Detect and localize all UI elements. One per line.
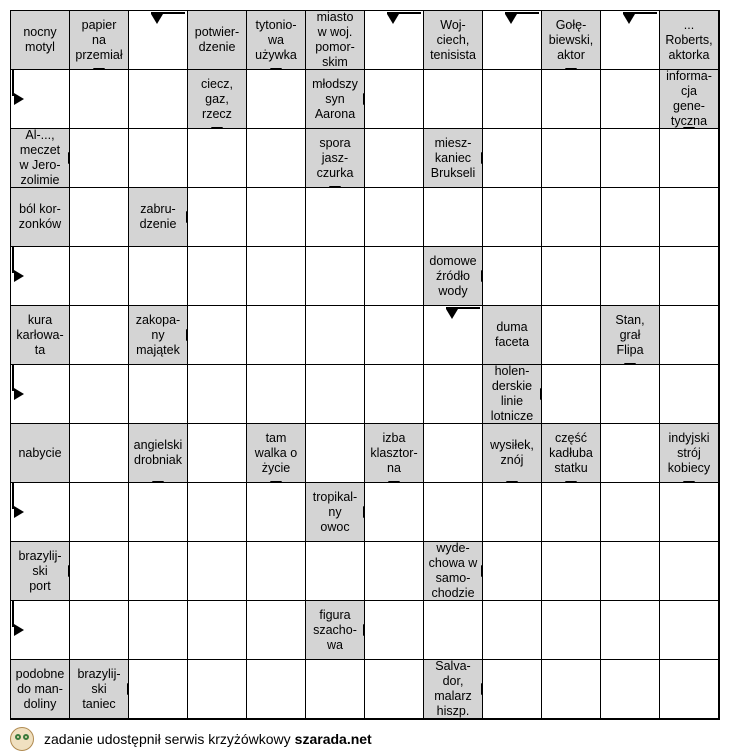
arrow-corner-line — [505, 12, 539, 14]
clue-cell — [306, 70, 365, 129]
clue-text: potwier- dzenie — [194, 25, 240, 54]
clue-text: zabru- dzenie — [139, 202, 177, 231]
answer-cell[interactable] — [601, 542, 660, 601]
answer-cell[interactable] — [601, 11, 660, 70]
arrow-right-icon — [14, 388, 24, 400]
answer-cell[interactable] — [542, 483, 601, 542]
clue-cell — [424, 542, 483, 601]
answer-cell[interactable] — [601, 601, 660, 660]
answer-cell[interactable] — [306, 365, 365, 424]
clue-cell — [70, 660, 129, 719]
clue-cell — [11, 542, 70, 601]
clue-text: wyde- chowa w samo- chodzie — [428, 541, 478, 600]
clue-cell — [129, 306, 188, 365]
answer-cell[interactable] — [188, 188, 247, 247]
arrow-corner-line — [446, 307, 480, 309]
arrow-down-icon — [505, 14, 517, 24]
clue-text: Gołę- biewski, aktor — [548, 17, 594, 62]
clue-cell — [660, 70, 719, 129]
answer-cell[interactable] — [365, 129, 424, 188]
answer-cell[interactable] — [660, 129, 719, 188]
answer-cell[interactable] — [483, 601, 542, 660]
answer-cell[interactable] — [483, 660, 542, 719]
clue-cell — [601, 306, 660, 365]
answer-cell[interactable] — [129, 483, 188, 542]
answer-cell[interactable] — [129, 601, 188, 660]
clue-cell — [129, 424, 188, 483]
clue-text: Salva- dor, malarz hiszp. — [434, 659, 472, 718]
answer-cell[interactable] — [601, 660, 660, 719]
clue-text: Woj- ciech, tenisista — [430, 17, 476, 62]
clue-cell — [11, 129, 70, 188]
arrow-corner-line — [12, 70, 14, 96]
clue-cell — [660, 11, 719, 70]
answer-cell[interactable] — [542, 188, 601, 247]
clue-text: spora jasz- czurka — [316, 135, 354, 180]
clue-cell — [424, 11, 483, 70]
clue-cell — [306, 483, 365, 542]
clue-cell — [365, 424, 424, 483]
answer-cell[interactable] — [542, 70, 601, 129]
clue-text: indyjski strój kobiecy — [667, 430, 711, 475]
clue-text: brazylij- ski port — [18, 548, 62, 593]
answer-cell[interactable] — [70, 247, 129, 306]
clue-text: informa- cja gene- tyczna — [666, 69, 712, 128]
crossword-grid — [10, 10, 720, 720]
clue-text: nabycie — [18, 445, 62, 460]
answer-cell[interactable] — [70, 306, 129, 365]
answer-cell[interactable] — [247, 483, 306, 542]
answer-cell[interactable] — [660, 306, 719, 365]
clue-cell — [306, 601, 365, 660]
answer-cell[interactable] — [660, 542, 719, 601]
clue-text: figura szacho- wa — [313, 607, 357, 652]
answer-cell[interactable] — [601, 129, 660, 188]
answer-cell[interactable] — [483, 542, 542, 601]
answer-cell[interactable] — [660, 365, 719, 424]
answer-cell[interactable] — [11, 601, 70, 660]
arrow-down-icon — [623, 14, 635, 24]
answer-cell[interactable] — [11, 247, 70, 306]
clue-cell — [247, 424, 306, 483]
answer-cell[interactable] — [542, 660, 601, 719]
answer-cell[interactable] — [70, 129, 129, 188]
arrow-corner-line — [12, 247, 14, 273]
answer-cell[interactable] — [601, 424, 660, 483]
clue-text: tytonio- wa używka — [255, 17, 297, 62]
answer-cell[interactable] — [365, 483, 424, 542]
answer-cell[interactable] — [660, 660, 719, 719]
answer-cell[interactable] — [188, 542, 247, 601]
answer-cell[interactable] — [11, 365, 70, 424]
clue-cell — [483, 306, 542, 365]
answer-cell[interactable] — [129, 11, 188, 70]
answer-cell[interactable] — [70, 70, 129, 129]
arrow-corner-line — [12, 483, 14, 509]
clue-cell — [424, 247, 483, 306]
answer-cell[interactable] — [247, 306, 306, 365]
answer-cell[interactable] — [365, 542, 424, 601]
clue-cell — [306, 11, 365, 70]
answer-cell[interactable] — [247, 70, 306, 129]
answer-cell[interactable] — [306, 660, 365, 719]
clue-text: brazylij- ski taniec — [77, 666, 121, 711]
clue-text: podobne do man- doliny — [15, 666, 65, 711]
answer-cell[interactable] — [542, 601, 601, 660]
answer-cell[interactable] — [188, 306, 247, 365]
answer-cell[interactable] — [70, 601, 129, 660]
answer-cell[interactable] — [70, 188, 129, 247]
clue-text: kura karłowa- ta — [16, 312, 64, 357]
clue-text: nocny motyl — [23, 25, 57, 54]
clue-text: papier na przemiał — [75, 17, 123, 62]
clue-text: wysiłek, znój — [490, 438, 534, 467]
answer-cell[interactable] — [188, 601, 247, 660]
answer-cell[interactable] — [70, 542, 129, 601]
answer-cell[interactable] — [483, 129, 542, 188]
arrow-right-icon — [14, 624, 24, 636]
answer-cell[interactable] — [129, 247, 188, 306]
answer-cell[interactable] — [542, 247, 601, 306]
clue-cell — [542, 11, 601, 70]
clue-cell — [424, 129, 483, 188]
answer-cell[interactable] — [129, 70, 188, 129]
clue-cell — [483, 365, 542, 424]
arrow-down-icon — [387, 14, 399, 24]
clue-text: holen- derskie linie lotnicze — [490, 364, 534, 423]
answer-cell[interactable] — [601, 365, 660, 424]
answer-cell[interactable] — [129, 660, 188, 719]
answer-cell[interactable] — [365, 365, 424, 424]
answer-cell[interactable] — [660, 601, 719, 660]
clue-text: część kadłuba statku — [549, 430, 593, 475]
answer-cell[interactable] — [424, 306, 483, 365]
answer-cell[interactable] — [424, 70, 483, 129]
answer-cell[interactable] — [542, 365, 601, 424]
answer-cell[interactable] — [11, 70, 70, 129]
answer-cell[interactable] — [306, 542, 365, 601]
answer-cell[interactable] — [306, 306, 365, 365]
clue-text: duma faceta — [494, 320, 530, 349]
answer-cell[interactable] — [188, 129, 247, 188]
arrow-corner-line — [151, 12, 185, 14]
answer-cell[interactable] — [542, 129, 601, 188]
answer-cell[interactable] — [483, 188, 542, 247]
clue-text: zakopa- ny majątek — [135, 312, 181, 357]
answer-cell[interactable] — [424, 483, 483, 542]
arrow-corner-line — [623, 12, 657, 14]
answer-cell[interactable] — [365, 70, 424, 129]
answer-cell[interactable] — [188, 424, 247, 483]
answer-cell[interactable] — [365, 188, 424, 247]
clue-cell — [188, 70, 247, 129]
answer-cell[interactable] — [306, 247, 365, 306]
answer-cell[interactable] — [365, 306, 424, 365]
answer-cell[interactable] — [188, 365, 247, 424]
clue-text: miasto w woj. pomor- skim — [315, 10, 355, 69]
clue-text: młodszy syn Aarona — [312, 76, 358, 121]
answer-cell[interactable] — [247, 247, 306, 306]
answer-cell[interactable] — [247, 542, 306, 601]
clue-cell — [11, 424, 70, 483]
answer-cell[interactable] — [483, 11, 542, 70]
answer-cell[interactable] — [247, 129, 306, 188]
clue-cell — [188, 11, 247, 70]
answer-cell[interactable] — [247, 365, 306, 424]
clue-cell — [306, 129, 365, 188]
answer-cell[interactable] — [188, 247, 247, 306]
clue-cell — [483, 424, 542, 483]
clue-text: tam walka o życie — [254, 430, 298, 475]
footer — [10, 724, 710, 754]
arrow-right-icon — [14, 270, 24, 282]
answer-cell[interactable] — [70, 483, 129, 542]
answer-cell[interactable] — [188, 483, 247, 542]
answer-cell[interactable] — [424, 365, 483, 424]
answer-cell[interactable] — [424, 601, 483, 660]
answer-cell[interactable] — [129, 365, 188, 424]
clue-text: ciecz, gaz, rzecz — [201, 76, 233, 121]
clue-cell — [247, 11, 306, 70]
answer-cell[interactable] — [70, 365, 129, 424]
answer-cell[interactable] — [601, 483, 660, 542]
answer-cell[interactable] — [365, 247, 424, 306]
clue-cell — [11, 306, 70, 365]
arrow-down-icon — [151, 14, 163, 24]
clue-text: Al-..., meczet w Jero- zolimie — [19, 128, 61, 187]
clue-text: tropikal- ny owoc — [312, 489, 358, 534]
clue-cell — [424, 660, 483, 719]
arrow-right-icon — [14, 506, 24, 518]
clue-cell — [70, 11, 129, 70]
footer-text: zadanie udostępnił serwis krzyżówkowy — [44, 731, 291, 747]
answer-cell[interactable] — [483, 483, 542, 542]
clue-cell — [542, 424, 601, 483]
answer-cell[interactable] — [306, 424, 365, 483]
owl-logo-icon — [10, 727, 34, 751]
answer-cell[interactable] — [601, 188, 660, 247]
answer-cell[interactable] — [11, 483, 70, 542]
footer-brand-link[interactable]: szarada.net — [294, 731, 372, 747]
arrow-corner-line — [12, 601, 14, 627]
clue-text: izba klasztor- na — [370, 430, 418, 475]
clue-cell — [660, 424, 719, 483]
arrow-corner-line — [12, 365, 14, 391]
answer-cell[interactable] — [247, 601, 306, 660]
clue-cell — [129, 188, 188, 247]
answer-cell[interactable] — [660, 188, 719, 247]
clue-text: Stan, grał Flipa — [615, 312, 645, 357]
clue-text: ból kor- zonków — [18, 202, 62, 231]
clue-text: domowe źródło wody — [429, 253, 477, 298]
answer-cell[interactable] — [424, 424, 483, 483]
answer-cell[interactable] — [660, 247, 719, 306]
answer-cell[interactable] — [601, 70, 660, 129]
answer-cell[interactable] — [188, 660, 247, 719]
clue-cell — [11, 660, 70, 719]
answer-cell[interactable] — [365, 660, 424, 719]
answer-cell[interactable] — [601, 247, 660, 306]
answer-cell[interactable] — [542, 306, 601, 365]
answer-cell[interactable] — [483, 70, 542, 129]
clue-text: ... Roberts, aktorka — [665, 17, 713, 62]
answer-cell[interactable] — [483, 247, 542, 306]
arrow-down-icon — [446, 309, 458, 319]
answer-cell[interactable] — [365, 11, 424, 70]
answer-cell[interactable] — [247, 188, 306, 247]
clue-cell — [11, 11, 70, 70]
clue-text: angielski drobniak — [133, 438, 183, 467]
answer-cell[interactable] — [70, 424, 129, 483]
arrow-right-icon — [14, 93, 24, 105]
answer-cell[interactable] — [306, 188, 365, 247]
clue-cell — [11, 188, 70, 247]
clue-text: miesz- kaniec Brukseli — [430, 135, 476, 180]
answer-cell[interactable] — [660, 483, 719, 542]
answer-cell[interactable] — [424, 188, 483, 247]
answer-cell[interactable] — [542, 542, 601, 601]
answer-cell[interactable] — [247, 660, 306, 719]
answer-cell[interactable] — [129, 542, 188, 601]
answer-cell[interactable] — [365, 601, 424, 660]
answer-cell[interactable] — [129, 129, 188, 188]
arrow-corner-line — [387, 12, 421, 14]
